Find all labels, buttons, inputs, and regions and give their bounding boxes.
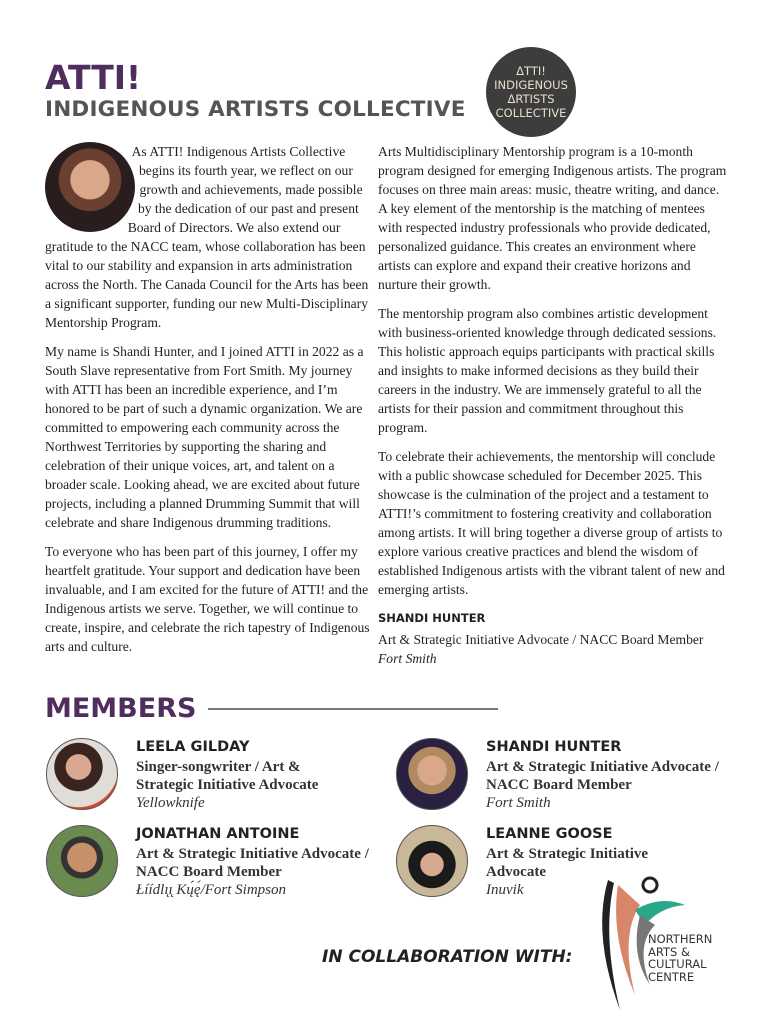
badge-line: INDIGENOUS <box>494 78 568 92</box>
paragraph: As ATTI! Indigenous Artists Collective begins its fourth year, we reflect on our growth and achievements, made possible by the dedication of our past and present Board of Directors. We also extend our gratitude to the NACC team, whose collaboration has been vital to our stability and expansion in arts administration across the North. The Canada Council for the Arts has been a significant supporter, funding our new Multi-Disciplinary Mentorship Program. <box>45 144 369 330</box>
member-location: Łíídlı̨ı̨ Kų́ę́/Fort Simpson <box>136 882 287 898</box>
page-subtitle: INDIGENOUS ARTISTS COLLECTIVE <box>45 97 466 122</box>
member-role: Singer-songwriter / Art & Strategic Initiative Advocate <box>136 759 319 793</box>
signature-location: Fort Smith <box>378 651 437 666</box>
badge-line: COLLECTIVE <box>495 106 567 120</box>
member-location: Inuvik <box>486 882 524 898</box>
member-avatar <box>396 738 468 810</box>
member-name: LEANNE GOOSE <box>486 826 613 842</box>
signature-name: SHANDI HUNTER <box>378 611 486 625</box>
divider <box>208 708 498 710</box>
logo-line: CULTURAL <box>648 957 707 971</box>
member-avatar <box>396 825 468 897</box>
member-location: Fort Smith <box>486 795 551 811</box>
logo-line: CENTRE <box>648 969 695 984</box>
member-avatar <box>46 825 118 897</box>
member-role: Art & Strategic Initiative Advocate / NACC Board Member <box>486 759 719 793</box>
member-location: Yellowknife <box>136 795 205 811</box>
logo-line: ARTS & <box>648 944 690 959</box>
paragraph: To celebrate their achievements, the mentorship will conclude with a public showcase scheduled for December 2025. This showcase is the culmination of the project and a testament to ATTI!’s commitment to fostering creativity and collaboration among artists. It will bring together a diverse group of artists to explore various creative practices and blend the wisdom of established Indigenous artists with the vibrant talent of new and emerging artists. <box>378 449 725 597</box>
atti-logo-badge <box>486 47 576 137</box>
member-name: LEELA GILDAY <box>136 739 250 755</box>
paragraph: The mentorship program also combines artistic development with business-oriented knowledge through dedicated sessions. This holistic approach equips participants with practical skills and insights to make informed decisions as they build their careers in the industry. We are immensely grateful to all the artists for their passion and commitment throughout this program. <box>378 306 717 435</box>
nacc-logo-text <box>648 933 712 983</box>
signature-role: Art & Strategic Initiative Advocate / NACC Board Member <box>378 632 704 647</box>
member-avatar <box>46 738 118 810</box>
paragraph: To everyone who has been part of this journey, I offer my heartfelt gratitude. Your support and dedication have been invaluable, and I am excited for the future of ATTI! and the Indigenous artists we serve. Together, we will continue to create, inspire, and celebrate the rich tapestry of Indigenous arts and culture. <box>45 544 370 654</box>
left-column <box>45 142 370 666</box>
members-heading: MEMBERS <box>45 693 197 724</box>
author-photo <box>45 142 135 232</box>
member-name: SHANDI HUNTER <box>486 739 622 755</box>
member-role: Art & Strategic Initiative Advocate / NACC Board Member <box>136 846 369 880</box>
page-title: ATTI! <box>45 58 142 97</box>
paragraph: Arts Multidisciplinary Mentorship program is a 10-month program designed for emerging Indigenous artists. The program focuses on three main areas: music, theatre writing, and dance. A key element of the mentorship is the matching of mentees with respected industry professionals who provide dedicated, personalized guidance. This creates an environment where artists can explore and expand their creative horizons and nurture their growth. <box>378 144 727 292</box>
collaboration-label: IN COLLABORATION WITH: <box>322 947 573 967</box>
right-column <box>378 142 728 668</box>
badge-line: ΔRTISTS <box>507 92 555 106</box>
paragraph: My name is Shandi Hunter, and I joined ATTI in 2022 as a South Slave representative from Fort Smith. My journey with ATTI has been an incredible experience, and I’m honored to be part of such a dynamic organization. We are committed to empowering each community across the Northwest Territories by supporting the sharing and celebration of their unique voices, art, and talent on a broader scale. Looking ahead, we are excited about future projects, including a planned Drumming Summit that will celebrate and share Indigenous drumming traditions. <box>45 344 364 530</box>
member-role: Art & Strategic Initiative Advocate <box>486 846 649 880</box>
member-name: JONATHAN ANTOINE <box>136 826 300 842</box>
logo-line: NORTHERN <box>648 932 713 946</box>
badge-line: ΔTTI! <box>516 64 546 78</box>
